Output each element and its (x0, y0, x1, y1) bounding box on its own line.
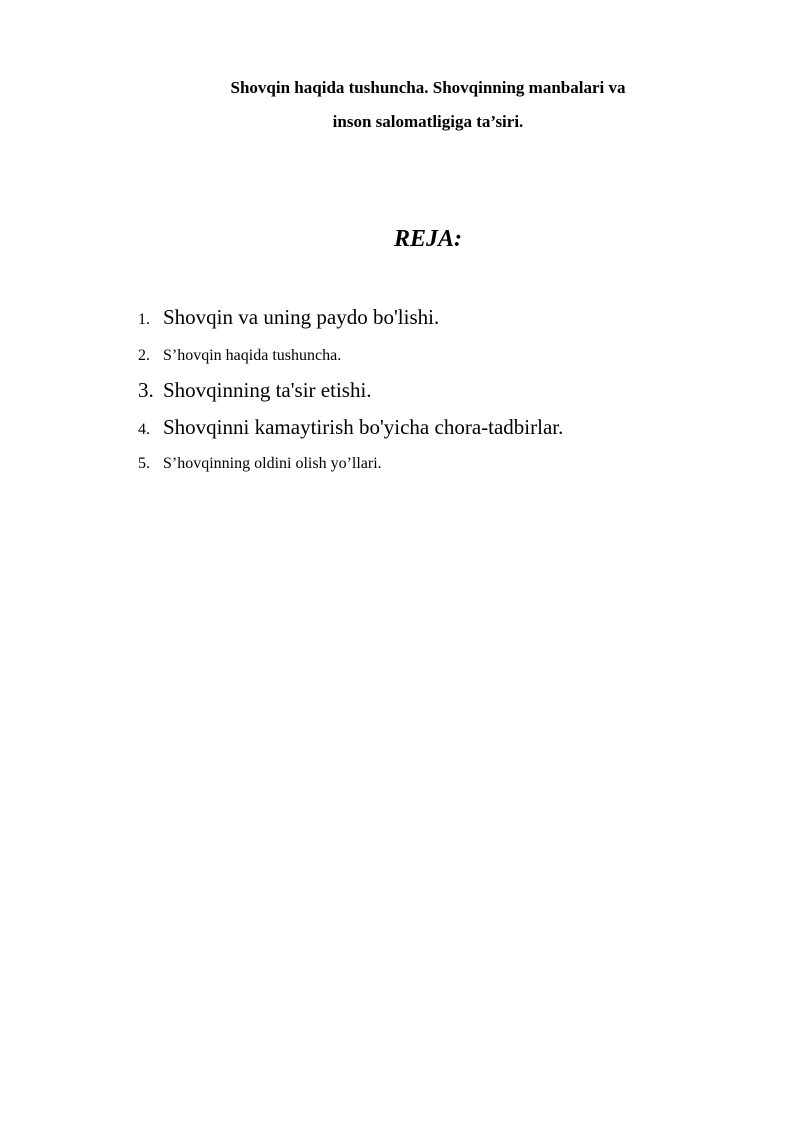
document-title (130, 71, 726, 139)
title-line-1: Shovqin haqida tushuncha. Shovqinning manbalari va (230, 78, 626, 97)
plan-item-text: Shovqin va uning paydo bo'lishi. (163, 305, 440, 329)
plan-heading: REJA: (393, 226, 462, 252)
plan-item-text: Shovqinning ta'sir etishi. (163, 378, 372, 402)
plan-item-text: S’hovqinning oldini olish yo’llari. (163, 455, 382, 472)
plan-item-4 (138, 415, 563, 440)
plan-item-3 (138, 378, 372, 403)
plan-item-number: 5. (138, 455, 150, 472)
plan-item-number: 3. (138, 378, 154, 402)
plan-item-number: 1. (138, 311, 150, 328)
plan-item-number: 2. (138, 347, 150, 364)
plan-item-text: S’hovqin haqida tushuncha. (163, 347, 342, 364)
plan-item-number: 4. (138, 421, 150, 438)
plan-item-5 (138, 455, 382, 473)
plan-item-2 (138, 347, 341, 365)
title-line-2: inson salomatligiga ta’siri. (332, 112, 524, 131)
plan-item-1 (138, 305, 439, 330)
plan-item-text: Shovqinni kamaytirish bo'yicha chora-tadbirlar. (163, 415, 564, 439)
